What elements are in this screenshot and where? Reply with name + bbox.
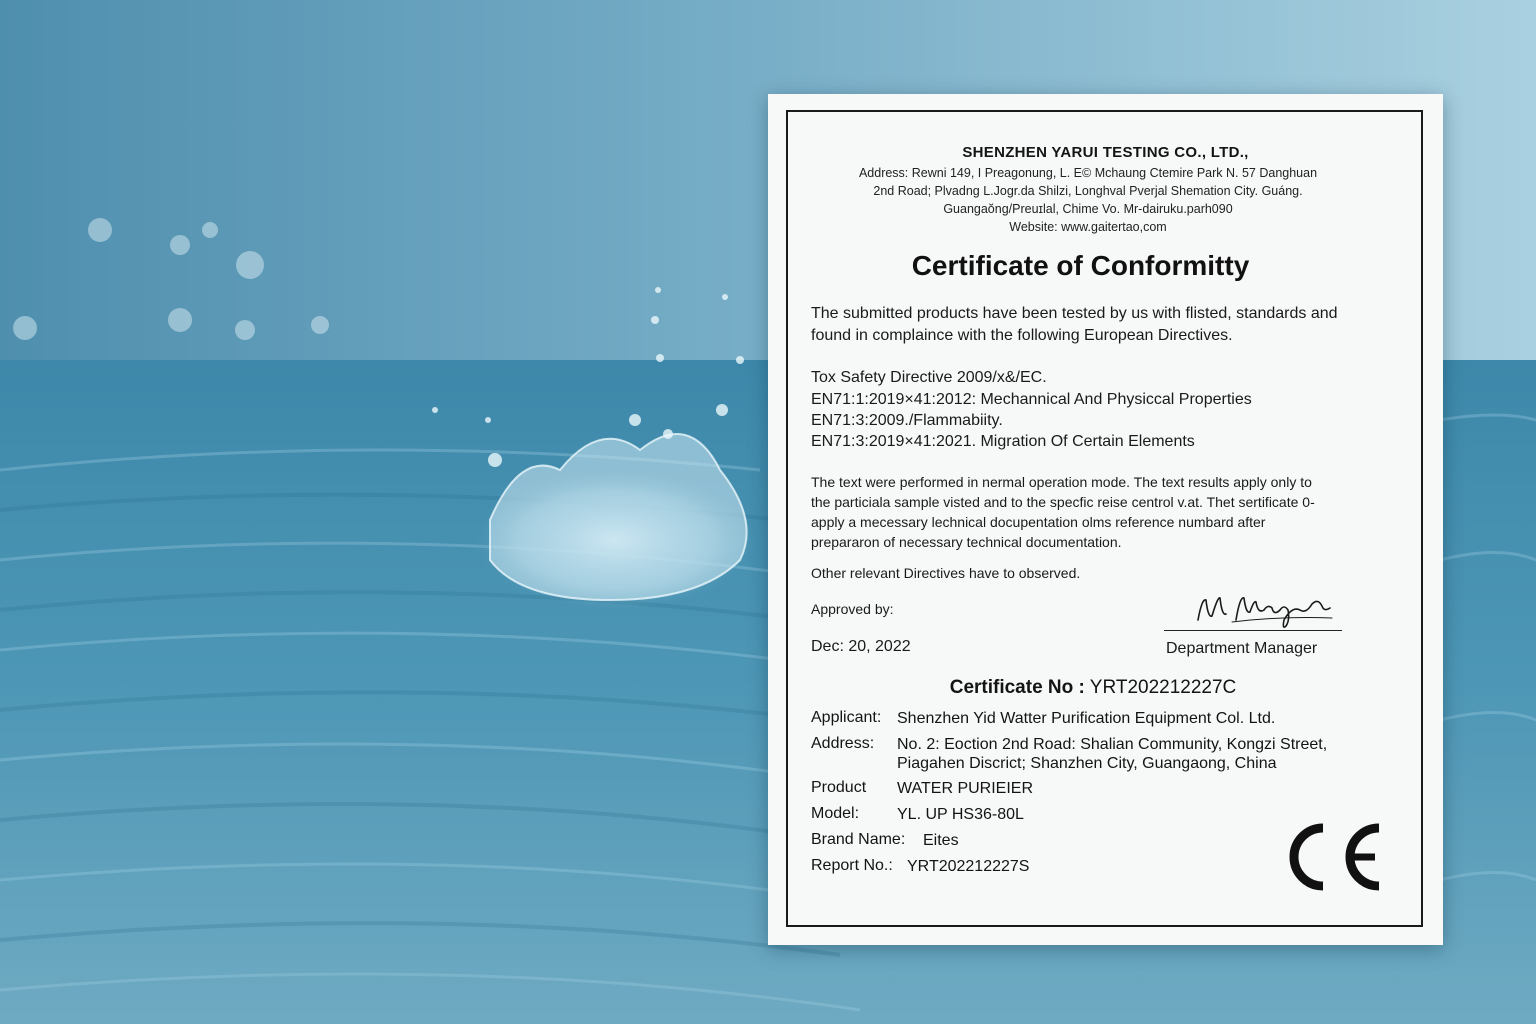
company-website: Website: www.gaitertao,com [1009,220,1167,234]
certificate-number-label: Certificate No : [949,677,1085,698]
test-line-2: the particiala sample visted and to the specfic reise centrol v.at. Thet sertificate 0- [811,494,1315,510]
product-label: Product [811,779,867,796]
applicant-label: Applicant: [811,709,882,726]
directive-4: EN71:3:2019×41:2021. Migration Of Certain Elements [811,433,1195,450]
test-line-3: apply a mecessary lechnical docupentation olms reference numbard after [811,514,1266,530]
directive-3: EN71:3:2009./Flammabiity. [811,412,1003,429]
intro-line-2: found in complaince with the following European Directives. [811,327,1233,344]
product-value: WATER PURIEIER [897,780,1034,797]
intro-line-1: The submitted products have been tested by us with flisted, standards and [811,305,1338,322]
ce-mark-icon [1287,822,1387,892]
report-number-value: YRT202212227S [907,858,1030,875]
directive-2: EN71:1:2019×41:2012: Mechannical And Physiccal Properties [811,391,1252,408]
applicant-value: Shenzhen Yid Watter Purification Equipment Col. Ltd. [897,710,1276,727]
directive-1: Tox Safety Directive 2009/x&/EC. [811,369,1047,386]
department-manager-label: Department Manager [1166,640,1318,657]
other-directives: Other relevant Directives have to observed. [811,565,1081,581]
signature-line [1164,630,1342,631]
report-number-label: Report No.: [811,857,893,874]
certificate-title: Certificate of Conformitty [911,250,1250,281]
certificate-number-value: YRT202212227C [1089,677,1237,698]
signature-image [1192,590,1342,632]
certificate-number [768,677,1418,699]
test-line-4: prepararon of necessary technical documentation. [811,534,1122,550]
issue-date: Dec: 20, 2022 [811,638,911,655]
model-value: YL. UP HS36-80L [897,806,1024,823]
approved-by-label: Approved by: [811,601,894,617]
address-value-line-1: No. 2: Eoction 2nd Road: Shalian Community, Kongzi Street, [897,736,1328,753]
company-name: SHENZHEN YARUI TESTING CO., LTD., [962,144,1249,161]
brand-name-value: Eites [923,832,959,849]
model-label: Model: [811,805,860,822]
certificate-document [768,94,1443,945]
address-label: Address: [811,735,875,752]
test-line-1: The text were performed in nermal operation mode. The text results apply only to [811,474,1312,490]
brand-name-label: Brand Name: [811,831,906,848]
address-value-line-2: Piagahen Discrict; Shanzhen City, Guangaong, China [897,755,1277,772]
company-address-line-2: 2nd Road; Plvadng L.Jogr.da Shilzi, Longhval Pverjal Shemation City. Guáng. [873,184,1303,198]
company-address-line-1: Address: Rewni 149, I Preagonung, L. E© Mchaung Ctemire Park N. 57 Danghuan [858,166,1318,180]
company-address-line-3: Guangaŏng/Preuɪlal, Chime Vo. Mr-dairuku.parh090 [943,202,1233,216]
